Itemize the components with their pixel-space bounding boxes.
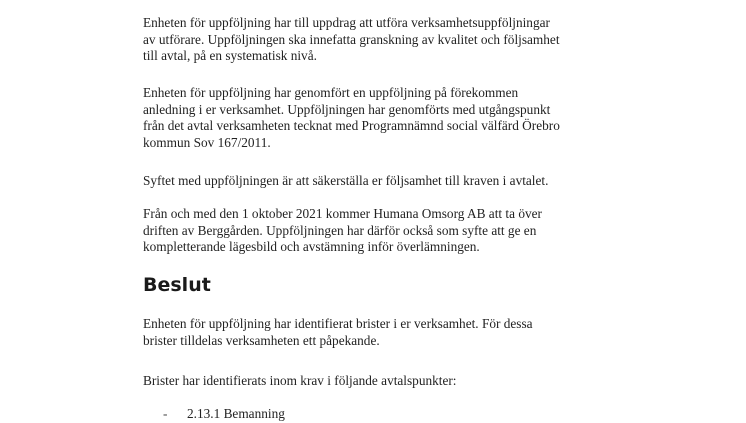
list-item-label: 2.13.1 Bemanning [187, 406, 285, 421]
decision-heading: Beslut [143, 274, 211, 296]
text-line: Enheten för uppföljning har identifierat brister i er verksamhet. För dessa [143, 316, 533, 331]
text-line: Enheten för uppföljning har genomfört en uppföljning på förekommen [143, 85, 519, 100]
text-line: till avtal, på en systematisk nivå. [143, 48, 317, 63]
followup-paragraph [143, 85, 560, 151]
text-line: av utförare. Uppföljningen ska innefatta granskning av kvalitet och följsamhet [143, 31, 560, 47]
text-line: brister tilldelas verksamheten ett påpekande. [143, 332, 380, 348]
text-line: Syftet med uppföljningen är att säkerställa er följsamhet till kraven i avtalet. [143, 173, 549, 188]
text-line: anledning i er verksamhet. Uppföljningen har genomförts med utgångspunkt [143, 101, 551, 117]
transfer-paragraph [143, 206, 542, 256]
text-line: kompletterande lägesbild och avstämning inför överlämningen. [143, 239, 480, 254]
text-line: Från och med den 1 oktober 2021 kommer Humana Omsorg AB att ta över [143, 206, 542, 221]
text-line: från det avtal verksamheten tecknat med Programnämnd social välfärd Örebro [143, 118, 560, 133]
deficiency-list [143, 406, 285, 423]
text-line: driften av Berggården. Uppföljningen har därför också som syfte att ge en [143, 222, 537, 238]
purpose-paragraph [143, 173, 548, 190]
dash-bullet-icon: - [163, 406, 168, 421]
text-line: kommun Sov 167/2011. [143, 134, 271, 150]
text-line: Enheten för uppföljning har till uppdrag att utföra verksamhetsuppföljningar [143, 15, 550, 30]
decision-paragraph [143, 316, 533, 349]
deficiencies-intro [143, 373, 457, 390]
list-item [143, 406, 285, 423]
intro-paragraph [143, 15, 560, 65]
text-line: Brister har identifierats inom krav i följande avtalspunkter: [143, 373, 457, 388]
